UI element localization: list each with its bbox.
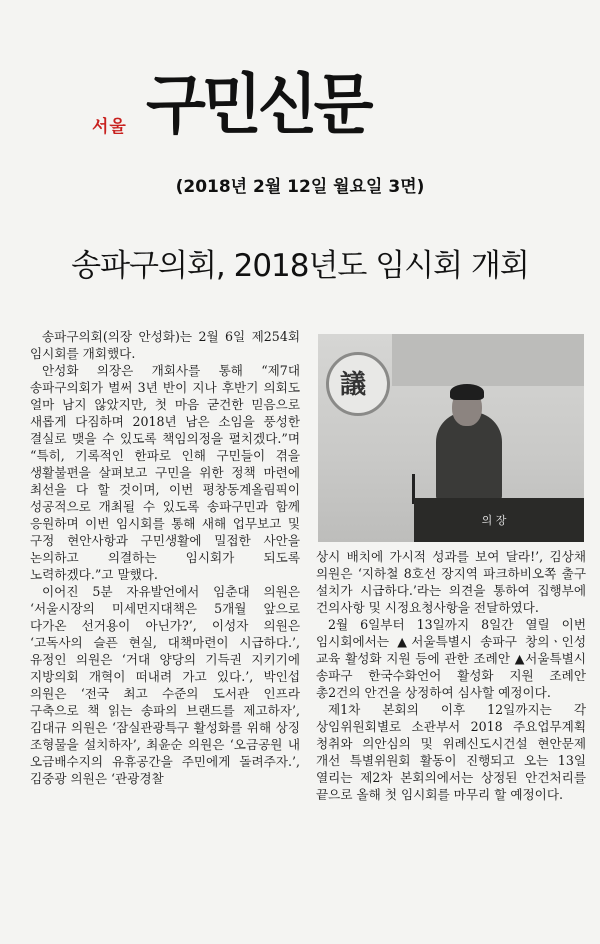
- article-paragraph: 상시 배치에 가시적 성과를 보여 달라!’, 김상채 의원은 ‘지하철 8호선 장지역 파크하비오쪽 출구 설치가 시급하다.’라는 의견을 통하여 집행부에 건의사항 및 시정요청사항을 전달하였다.: [316, 549, 586, 615]
- masthead: [0, 60, 600, 143]
- masthead-badge: 서울: [92, 117, 127, 137]
- article-paragraph: 안성화 의장은 개회사를 통해 “제7대 송파구의회가 벌써 3년 반이 지나 후반기 의회도 얼마 남지 않았지만, 첫 마음 굳건한 믿음으로 새롭게 다짐하며 2018년 남은 소임을 풍성한 결실로 맺을 수 있도록 책임의정을 펼치겠다.”며 “특히, 기록적인 한파로 인해 구민들이 겪을 생활불편을 살펴보고 구민을 위한 정책 마련에 최선을 다 할 것이며, 이번 평창동계올림픽이 성공적으로 개최될 수 있도록 송파구민과 함께 응원하며 이번 임시회를 통해 새해 업무보고 및 구정 현안사항과 구민생활에 밀접한 사안을 논의하고 의결하는 임시회가 되도록 노력하겠다.”고 말했다.: [30, 363, 300, 582]
- speaker-hair: [450, 384, 484, 400]
- article-paragraph: 2월 6일부터 13일까지 8일간 열릴 이번 임시회에서는 ▲서울특별시 송파구 창의ㆍ인성 교육 활성화 지원 등에 관한 조례안 ▲서울특별시 송파구 한국수화언어 활성화 지원 조례안 총2건의 안건을 상정하여 심사할 예정이다.: [316, 617, 586, 700]
- article-paragraph: 송파구의회(의장 안성화)는 2월 6일 제254회 임시회를 개회했다.: [30, 329, 300, 361]
- dateline: (2018년 2월 12일 월요일 3면): [175, 177, 425, 197]
- podium-nameplate: 의 장: [481, 514, 507, 527]
- article-paragraph: 제1차 본회의 이후 12일까지는 각 상임위원회별로 소관부서 2018 주요업무계획 청취와 의안심의 및 위례신도시건설 현안문제 개선 특별위원회 활동이 진행되고 오는 13일 열리는 제2차 본회의에서는 상정된 안건처리를 끝으로 올해 첫 임시회를 마무리 할 예정이다.: [316, 702, 586, 802]
- article-paragraph: 이어진 5분 자유발언에서 임춘대 의원은 ‘서울시장의 미세먼지대책은 5개월 앞으로 다가온 선거용이 아닌가?’, 이성자 의원은 ‘고독사의 슬픈 현실, 대책마련이 시급하다.’, 유정인 의원은 ‘거대 양당의 기득권 지키기에 지방의회 개혁이 떠내려 가고 있다.’, 박인섭 의원은 ‘전국 최고 수준의 도서관 인프라 구축으로 책 읽는 송파의 브랜드를 제고하자’, 김대규 의원은 ‘잠실관광특구 활성화를 위해 상징 조형물을 설치하자’, 최윤순 의원은 ‘오금공원 내 오금배수지의 유휴공간을 주민에게 돌려주자.’, 김중광 의원은 ‘관광경찰: [30, 584, 300, 786]
- seal-character: 議: [340, 370, 367, 400]
- photo-backdrop: [392, 334, 584, 386]
- headline: 송파구의회, 2018년도 임시회 개회: [71, 248, 529, 284]
- article-photo: [318, 334, 584, 542]
- article-left-column: [30, 328, 300, 787]
- newspaper-logo: 구민신문: [146, 66, 370, 143]
- article-right-column: [316, 548, 586, 803]
